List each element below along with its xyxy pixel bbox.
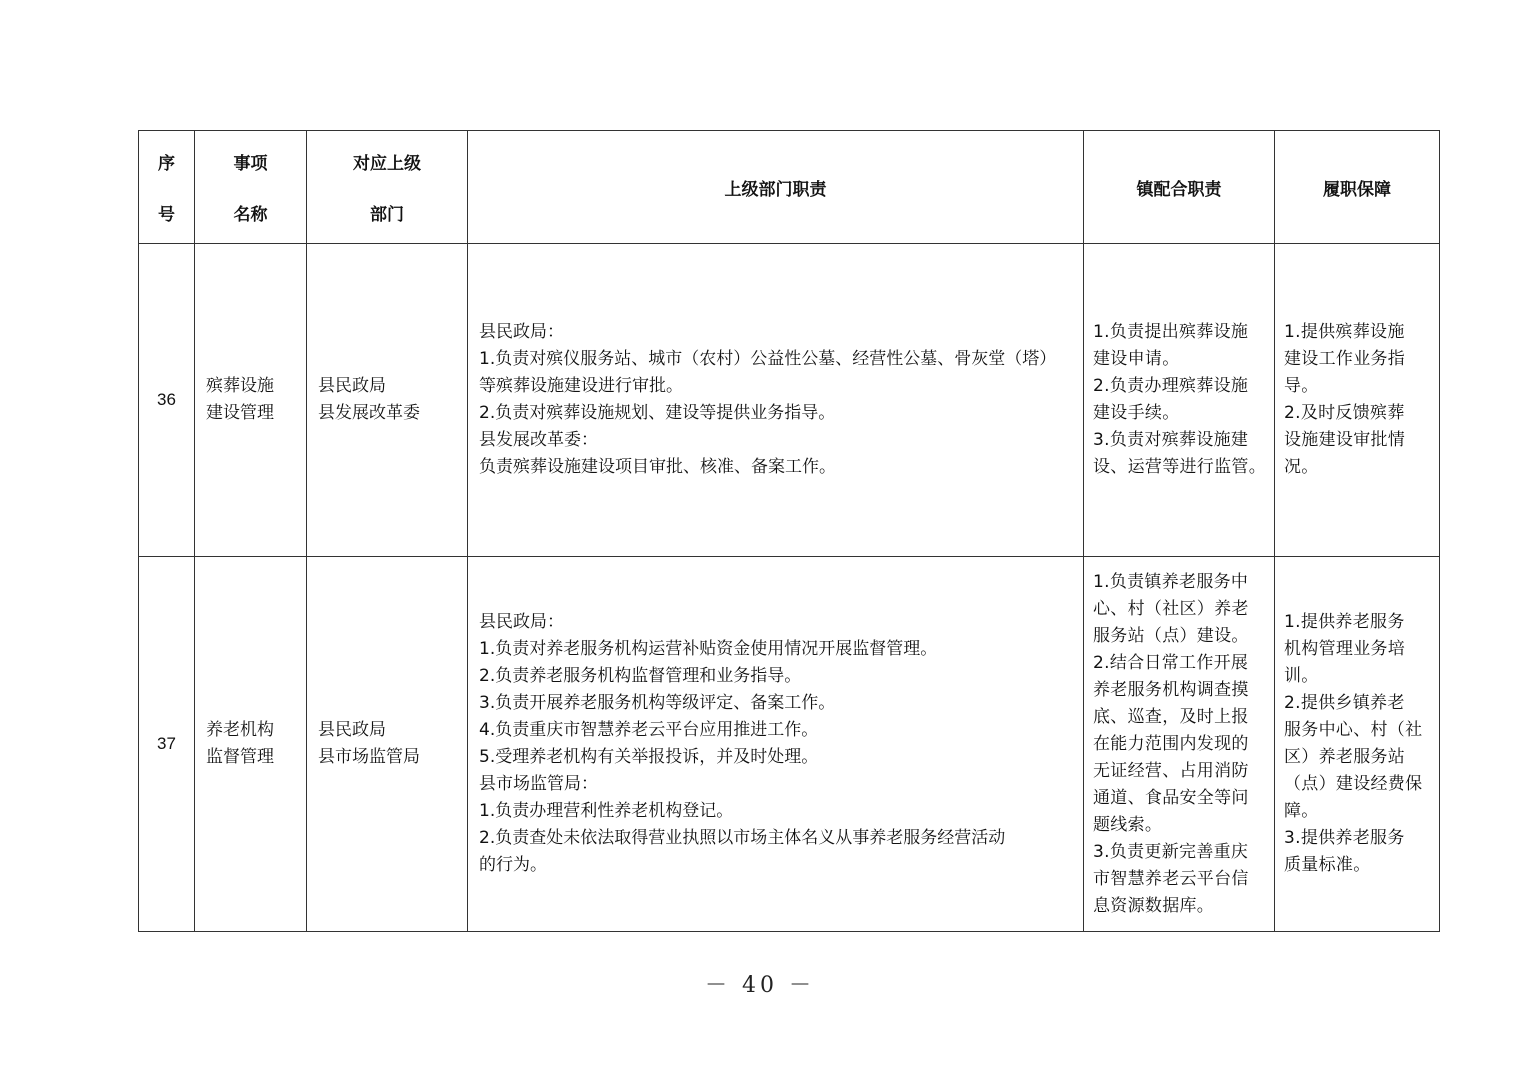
text-line: 县民政局： <box>479 322 564 342</box>
row-guarantee <box>1275 557 1440 932</box>
text-line: 底、巡查，及时上报 <box>1093 706 1249 727</box>
text-line: 3.负责对殡葬设施建 <box>1093 430 1249 450</box>
text-line: 通道、食品安全等问 <box>1093 787 1249 808</box>
text-line: 1.负责对养老服务机构运营补贴资金使用情况开展监督管理。 <box>479 639 938 659</box>
duty-table <box>138 130 1440 932</box>
text-line: 设施建设审批情 <box>1284 430 1406 450</box>
text-line: 区）养老服务站 <box>1284 747 1406 767</box>
text-line: 1.负责镇养老服务中 <box>1093 571 1249 592</box>
text-line: 县市场监管局 <box>318 747 420 767</box>
header-index-line: 序 <box>158 154 175 173</box>
text-line: 题线索。 <box>1093 814 1163 835</box>
text-line: 训。 <box>1284 666 1319 686</box>
text-line: 1.提供殡葬设施 <box>1284 322 1405 342</box>
table-row <box>139 244 1440 557</box>
text-line: 2.负责查处未依法取得营业执照以市场主体名义从事养老服务经营活动 <box>479 828 1006 848</box>
text-line: 况。 <box>1284 457 1319 477</box>
text-line: 1.负责办理营利性养老机构登记。 <box>479 801 734 821</box>
text-line: 市智慧养老云平台信 <box>1093 868 1249 889</box>
row-item-name <box>195 244 307 557</box>
text-line: 3.负责更新完善重庆 <box>1093 841 1249 862</box>
row-town-duty <box>1084 244 1275 557</box>
text-line: 2.提供乡镇养老 <box>1284 693 1405 713</box>
text-line: 2.负责办理殡葬设施 <box>1093 376 1249 396</box>
header-index-line: 号 <box>158 205 175 224</box>
text-line: 1.负责提出殡葬设施 <box>1093 322 1249 342</box>
text-line: 建设手续。 <box>1093 403 1180 423</box>
row-dept <box>307 557 468 932</box>
header-dept-line: 对应上级 <box>353 154 421 173</box>
text-line: 导。 <box>1284 376 1319 396</box>
row-upper-duty <box>468 557 1084 932</box>
header-index <box>139 131 195 244</box>
text-line: 心、村（社区）养老 <box>1093 598 1249 619</box>
text-line: 障。 <box>1284 801 1319 821</box>
row-item-name <box>195 557 307 932</box>
text-line: （点）建设经费保 <box>1284 774 1423 794</box>
text-line: 建设工作业务指 <box>1284 349 1406 369</box>
header-upper-duty: 上级部门职责 <box>468 131 1084 244</box>
row-dept <box>307 244 468 557</box>
header-item <box>195 131 307 244</box>
header-dept-line: 部门 <box>370 205 404 224</box>
text-line: 县发展改革委： <box>479 430 598 450</box>
text-line: 监督管理 <box>206 747 274 767</box>
text-line: 县民政局 <box>318 376 386 396</box>
text-line: 服务站（点）建设。 <box>1093 625 1249 646</box>
row-upper-duty <box>468 244 1084 557</box>
table-row <box>139 557 1440 932</box>
text-line: 县市场监管局： <box>479 774 598 794</box>
text-line: 5.受理养老机构有关举报投诉，并及时处理。 <box>479 747 819 767</box>
row-index: 36 <box>139 244 195 557</box>
text-line: 2.负责对殡葬设施规划、建设等提供业务指导。 <box>479 403 836 423</box>
text-line: 县发展改革委 <box>318 403 420 423</box>
text-line: 县民政局： <box>479 612 564 632</box>
text-line: 在能力范围内发现的 <box>1093 733 1249 754</box>
text-line: 养老机构 <box>206 720 274 740</box>
header-item-line: 事项 <box>233 154 268 173</box>
text-line: 建设管理 <box>206 403 274 423</box>
text-line: 养老服务机构调查摸 <box>1093 679 1249 700</box>
text-line: 3.负责开展养老服务机构等级评定、备案工作。 <box>479 693 836 713</box>
text-line: 质量标准。 <box>1284 855 1371 875</box>
text-line: 1.负责对殡仪服务站、城市（农村）公益性公墓、经营性公墓、骨灰堂（塔） <box>479 349 1057 369</box>
text-line: 无证经营、占用消防 <box>1093 760 1249 781</box>
table-header-row <box>139 131 1440 244</box>
header-item-line: 名称 <box>233 205 268 224</box>
text-line: 服务中心、村（社 <box>1284 720 1423 740</box>
text-line: 息资源数据库。 <box>1093 895 1215 916</box>
text-line: 殡葬设施 <box>206 376 274 396</box>
text-line: 1.提供养老服务 <box>1284 612 1405 632</box>
text-line: 4.负责重庆市智慧养老云平台应用推进工作。 <box>479 720 819 740</box>
text-line: 等殡葬设施建设进行审批。 <box>479 376 683 396</box>
text-line: 县民政局 <box>318 720 386 740</box>
text-line: 机构管理业务培 <box>1284 639 1406 659</box>
text-line: 3.提供养老服务 <box>1284 828 1405 848</box>
text-line: 的行为。 <box>479 855 547 875</box>
text-line: 2.负责养老服务机构监督管理和业务指导。 <box>479 666 802 686</box>
page-number: － 40 － <box>705 973 815 998</box>
text-line: 建设申请。 <box>1093 349 1180 369</box>
text-line: 负责殡葬设施建设项目审批、核准、备案工作。 <box>479 457 836 477</box>
header-dept <box>307 131 468 244</box>
text-line: 2.及时反馈殡葬 <box>1284 403 1405 423</box>
row-town-duty <box>1084 557 1275 932</box>
row-index: 37 <box>139 557 195 932</box>
text-line: 设、运营等进行监管。 <box>1093 457 1266 477</box>
header-town-duty: 镇配合职责 <box>1084 131 1275 244</box>
text-line: 2.结合日常工作开展 <box>1093 652 1249 673</box>
header-guarantee: 履职保障 <box>1275 131 1440 244</box>
row-guarantee <box>1275 244 1440 557</box>
